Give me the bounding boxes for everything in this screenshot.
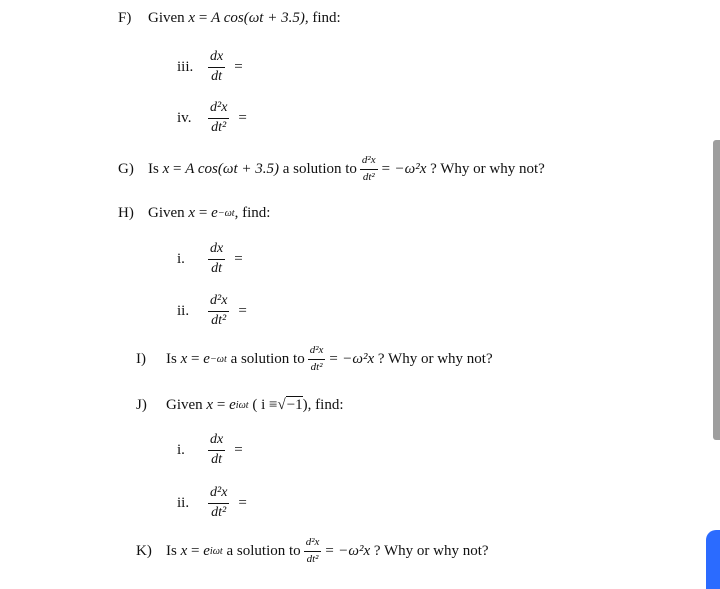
part-label: ii. — [177, 302, 190, 319]
question-text: , find: — [304, 10, 341, 26]
equals: = — [234, 441, 243, 458]
math-eq: = — [173, 160, 182, 177]
question-text: Given — [148, 10, 185, 26]
math-base: e — [203, 350, 210, 367]
question-label: I) — [136, 350, 146, 367]
math-var: x — [162, 160, 170, 177]
math-expression: = −ω²x — [328, 350, 375, 367]
question-text: a solution to — [230, 350, 305, 367]
derivative-fraction: $\frac{\text{d²x}}{\text{dt²}}$ — [210, 485, 228, 520]
question-text: Is — [148, 160, 159, 177]
derivative-fraction: $\frac{\text{d²x}}{\text{dt²}}$ — [309, 344, 324, 373]
question-label: G) — [118, 160, 134, 177]
question-f — [118, 10, 341, 27]
derivative-fraction: $\frac{\text{d²x}}{\text{dt²}}$ — [210, 293, 228, 328]
math-exponent: iωt — [209, 545, 223, 557]
sqrt-argument: −1 — [286, 397, 303, 413]
math-eq: = — [191, 350, 200, 367]
derivative-fraction: $\frac{\text{d²x}}{\text{dt²}}$ — [361, 154, 376, 183]
part-j-ii — [177, 486, 247, 520]
question-i — [136, 345, 493, 373]
part-label: i. — [177, 250, 185, 267]
part-f-iv — [177, 101, 247, 135]
floating-action-tab[interactable] — [706, 530, 720, 589]
question-text: a solution to — [282, 160, 357, 177]
question-text: a solution to — [226, 542, 301, 559]
question-text: ? Why or why not? — [377, 350, 493, 367]
derivative-fraction: $\frac{\text{d²x}}{\text{dt²}}$ — [210, 100, 228, 135]
math-expression: = −ω²x — [324, 542, 371, 559]
sqrt-symbol: √ — [277, 396, 286, 413]
question-text: Given — [166, 396, 203, 413]
question-text: Given — [148, 205, 185, 221]
math-base: e — [211, 205, 218, 221]
part-h-i — [177, 242, 243, 276]
equals: = — [238, 109, 247, 126]
part-label: ii. — [177, 494, 190, 511]
part-label: iii. — [177, 58, 194, 75]
question-text: ? Why or why not? — [430, 160, 545, 177]
math-eq: = — [198, 10, 208, 26]
math-var: x — [180, 542, 188, 559]
question-k — [136, 537, 489, 565]
math-exponent: −ωt — [217, 208, 235, 219]
question-label: J) — [136, 396, 147, 413]
math-var: x — [188, 10, 196, 26]
question-text: Is — [166, 542, 177, 559]
equals: = — [234, 250, 243, 267]
math-base: e — [203, 542, 210, 559]
question-label: F) — [118, 10, 132, 26]
math-paren: ( i ≡ — [252, 396, 278, 413]
equals: = — [238, 494, 247, 511]
question-text: ? Why or why not? — [373, 542, 489, 559]
question-label: H) — [118, 205, 134, 221]
part-label: i. — [177, 441, 185, 458]
part-j-i — [177, 433, 243, 467]
part-label: iv. — [177, 109, 192, 126]
math-var: x — [188, 205, 196, 221]
question-text: Is — [166, 350, 177, 367]
math-eq: = — [191, 542, 200, 559]
question-h — [118, 205, 270, 222]
equals: = — [234, 58, 243, 75]
math-eq: = — [216, 396, 226, 413]
part-h-ii — [177, 294, 247, 328]
math-base: e — [229, 396, 236, 413]
math-eq: = — [198, 205, 208, 221]
scrollbar[interactable] — [713, 140, 720, 440]
math-var: x — [180, 350, 188, 367]
derivative-fraction: $\frac{dx}{dt}$ — [210, 432, 224, 467]
question-text: , find: — [234, 205, 271, 221]
part-f-iii — [177, 50, 243, 84]
derivative-fraction: $\frac{\text{d²x}}{\text{dt²}}$ — [305, 536, 320, 565]
question-g — [118, 155, 545, 183]
math-expression: A cos(ωt + 3.5) — [211, 10, 305, 26]
equals: = — [238, 302, 247, 319]
derivative-fraction: $\frac{dx}{dt}$ — [210, 241, 224, 276]
question-label: K) — [136, 542, 152, 559]
question-text: ), find: — [302, 396, 344, 413]
question-j — [136, 396, 344, 414]
math-expression: = −ω²x — [380, 160, 427, 177]
math-var: x — [206, 396, 214, 413]
derivative-fraction: $\frac{dx}{dt}$ — [210, 49, 224, 84]
math-exponent: −ωt — [209, 353, 227, 365]
math-exponent: iωt — [235, 399, 249, 411]
math-expression: A cos(ωt + 3.5) — [185, 160, 279, 177]
